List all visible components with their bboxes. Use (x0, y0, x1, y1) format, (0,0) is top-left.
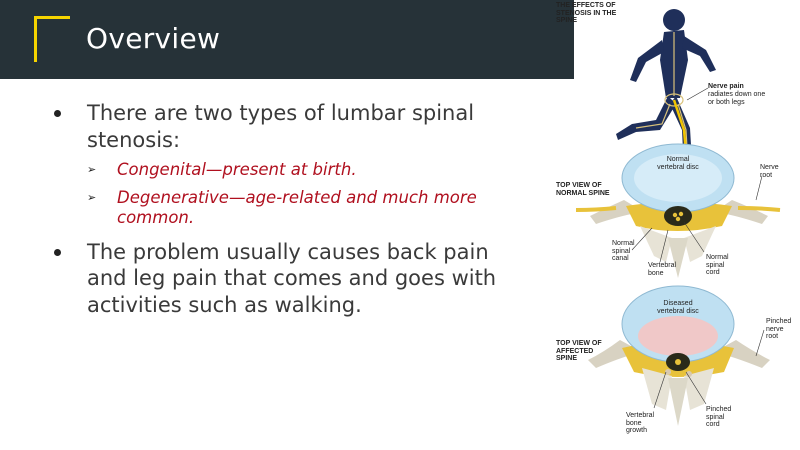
spine-illustration-graphic (556, 0, 800, 450)
normal-cord-label: Normal spinal cord (706, 254, 729, 276)
bullet-item (54, 100, 524, 229)
bullet-dot-icon (54, 110, 61, 117)
bullet-text: The problem usually causes back pain and leg pain that comes and goes with activities such as walking. (87, 239, 497, 317)
affected-view-label: TOP VIEW OF AFFECTED SPINE (556, 340, 602, 362)
normal-disc-label: Normal vertebral disc (657, 156, 699, 171)
sub-bullet-text: Degenerative—age-related and much more common. (117, 187, 477, 227)
sub-bullet-item (87, 188, 524, 229)
pinched-root-label: Pinched nerve root (766, 318, 792, 340)
sub-bullet-list (87, 160, 524, 229)
bullet-text: There are two types of lumbar spinal stenosis: (87, 101, 475, 152)
header-bar (0, 0, 574, 79)
stenosis-illustration (556, 0, 800, 450)
arrow-bullet-icon: ➢ (87, 163, 97, 176)
nerve-pain-description: radiates down one or both legs (708, 91, 766, 106)
bullet-list (54, 100, 524, 328)
sub-bullet-text: Congenital—present at birth. (117, 160, 357, 179)
arrow-bullet-icon: ➢ (87, 190, 97, 204)
title-bracket-decoration (34, 16, 70, 62)
vertebral-bone-label: Vertebral bone (648, 262, 677, 277)
pinched-cord-label: Pinched spinal cord (706, 406, 732, 428)
slide-title: Overview (86, 22, 221, 55)
nerve-root-label: Nerve root (760, 164, 779, 179)
sub-bullet-item (87, 160, 524, 181)
illustration-heading: THE EFFECTS OF STENOSIS IN THE SPINE (556, 2, 617, 24)
normal-canal-label: Normal spinal canal (612, 240, 635, 262)
diseased-disc-label: Diseased vertebral disc (657, 300, 699, 315)
bullet-dot-icon (54, 249, 61, 256)
normal-view-label: TOP VIEW OF NORMAL SPINE (556, 182, 610, 197)
nerve-pain-label: Nerve pain (708, 83, 744, 90)
bone-growth-label: Vertebral bone growth (626, 412, 655, 434)
bullet-item (54, 239, 524, 319)
